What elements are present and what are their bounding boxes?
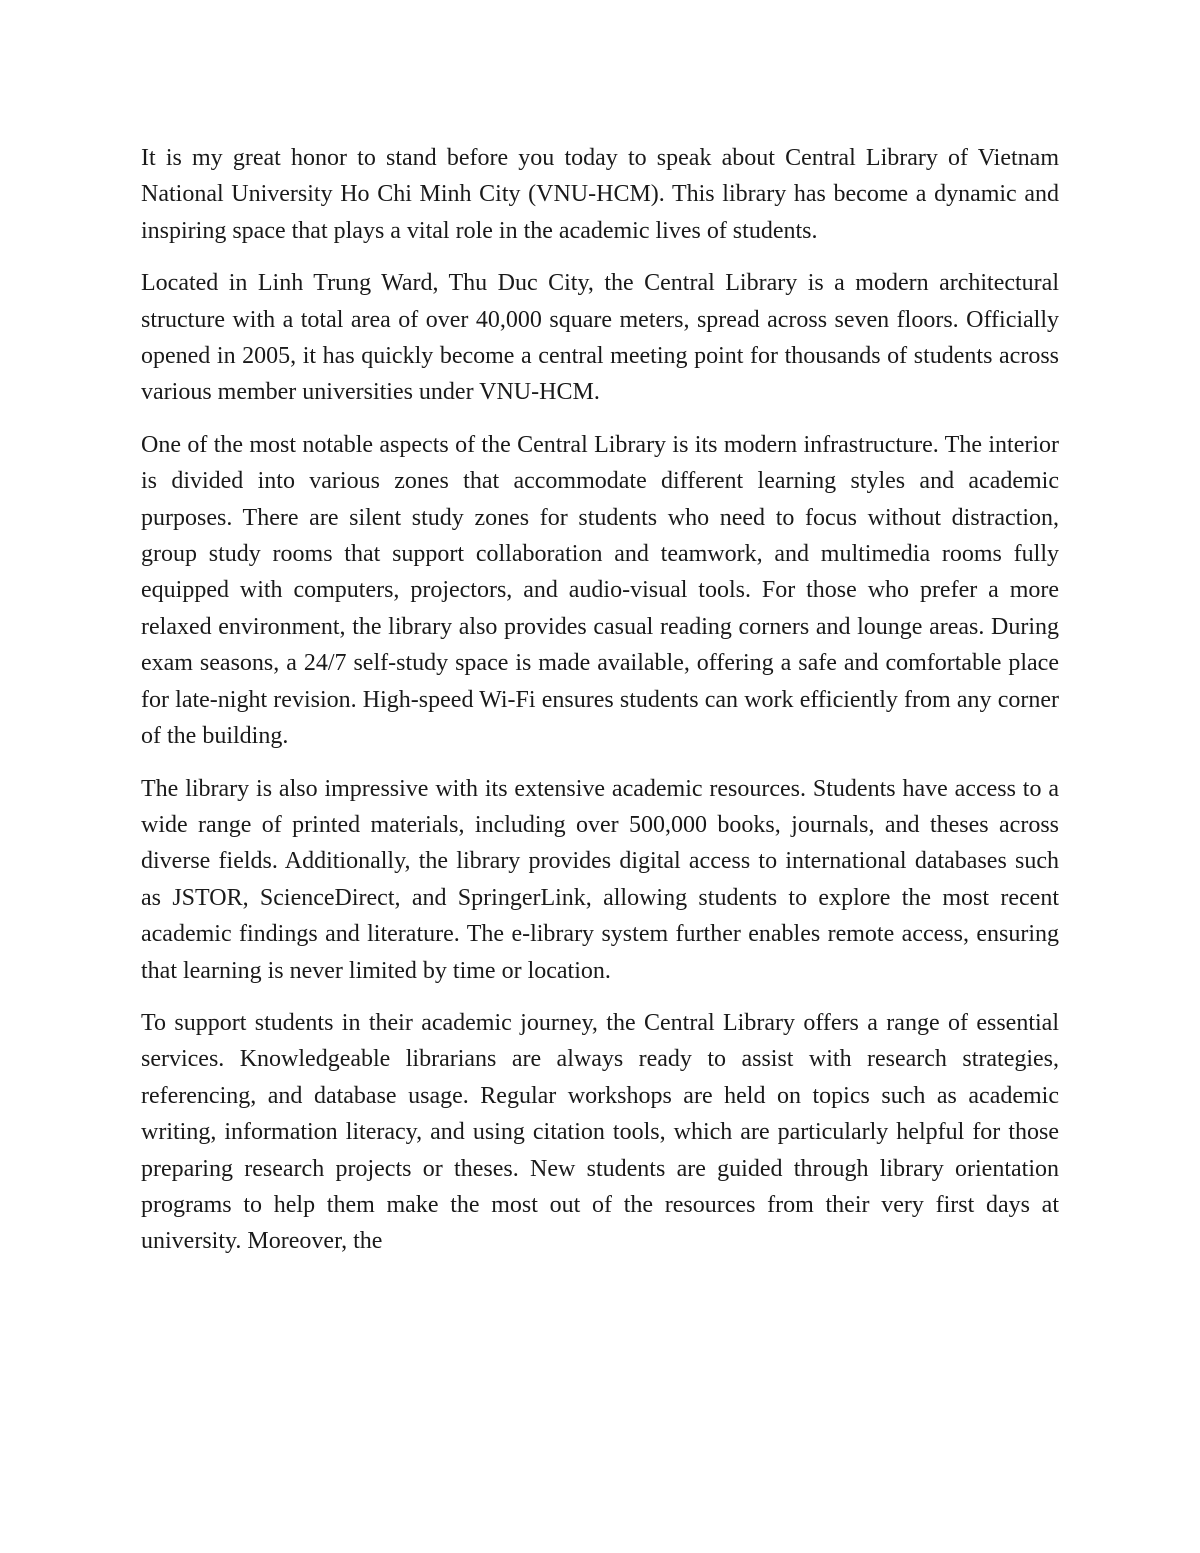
paragraph-intro: It is my great honor to stand before you today to speak about Central Library of Vietnam National University Ho Chi Minh City (VNU-HCM). This library has become a dynamic and inspiring space that plays a vital role in the academic lives of students. bbox=[141, 145, 1059, 244]
paragraph-location: Located in Linh Trung Ward, Thu Duc City, the Central Library is a modern architectural structure with a total area of over 40,000 square meters, spread across seven floors. Officially opened in 2005, it has quickly become a central meeting point for thousands of students across various member universities under VNU-HCM. bbox=[141, 270, 1059, 406]
paragraph-infrastructure: One of the most notable aspects of the Central Library is its modern infrastructure. The interior is divided into various zones that accommodate different learning styles and academic purposes. There are silent study zones for students who need to focus without distraction, group study rooms that support collaboration and teamwork, and multimedia rooms fully equipped with computers, projectors, and audio-visual tools. For those who prefer a more relaxed environment, the library also provides casual reading corners and lounge areas. During exam seasons, a 24/7 self-study space is made available, offering a safe and comfortable place for late-night revision. High-speed Wi-Fi ensures students can work efficiently from any corner of the building. bbox=[141, 431, 1059, 750]
document-body bbox=[141, 140, 1059, 1276]
paragraph-resources: The library is also impressive with its extensive academic resources. Students have access to a wide range of printed materials, including over 500,000 books, journals, and theses across diverse fields. Additionally, the library provides digital access to international databases such as JSTOR, ScienceDirect, and SpringerLink, allowing students to explore the most recent academic findings and literature. The e-library system further enables remote access, ensuring that learning is never limited by time or location. bbox=[141, 775, 1059, 984]
paragraph-services: To support students in their academic journey, the Central Library offers a range of essential services. Knowledgeable librarians are always ready to assist with research strategies, referencing, and database usage. Regular workshops are held on topics such as academic writing, information literacy, and using citation tools, which are particularly helpful for those preparing research projects or theses. New students are guided through library orientation programs to help them make the most out of the resources from their very first days at university. Moreover, the bbox=[141, 1009, 1059, 1255]
